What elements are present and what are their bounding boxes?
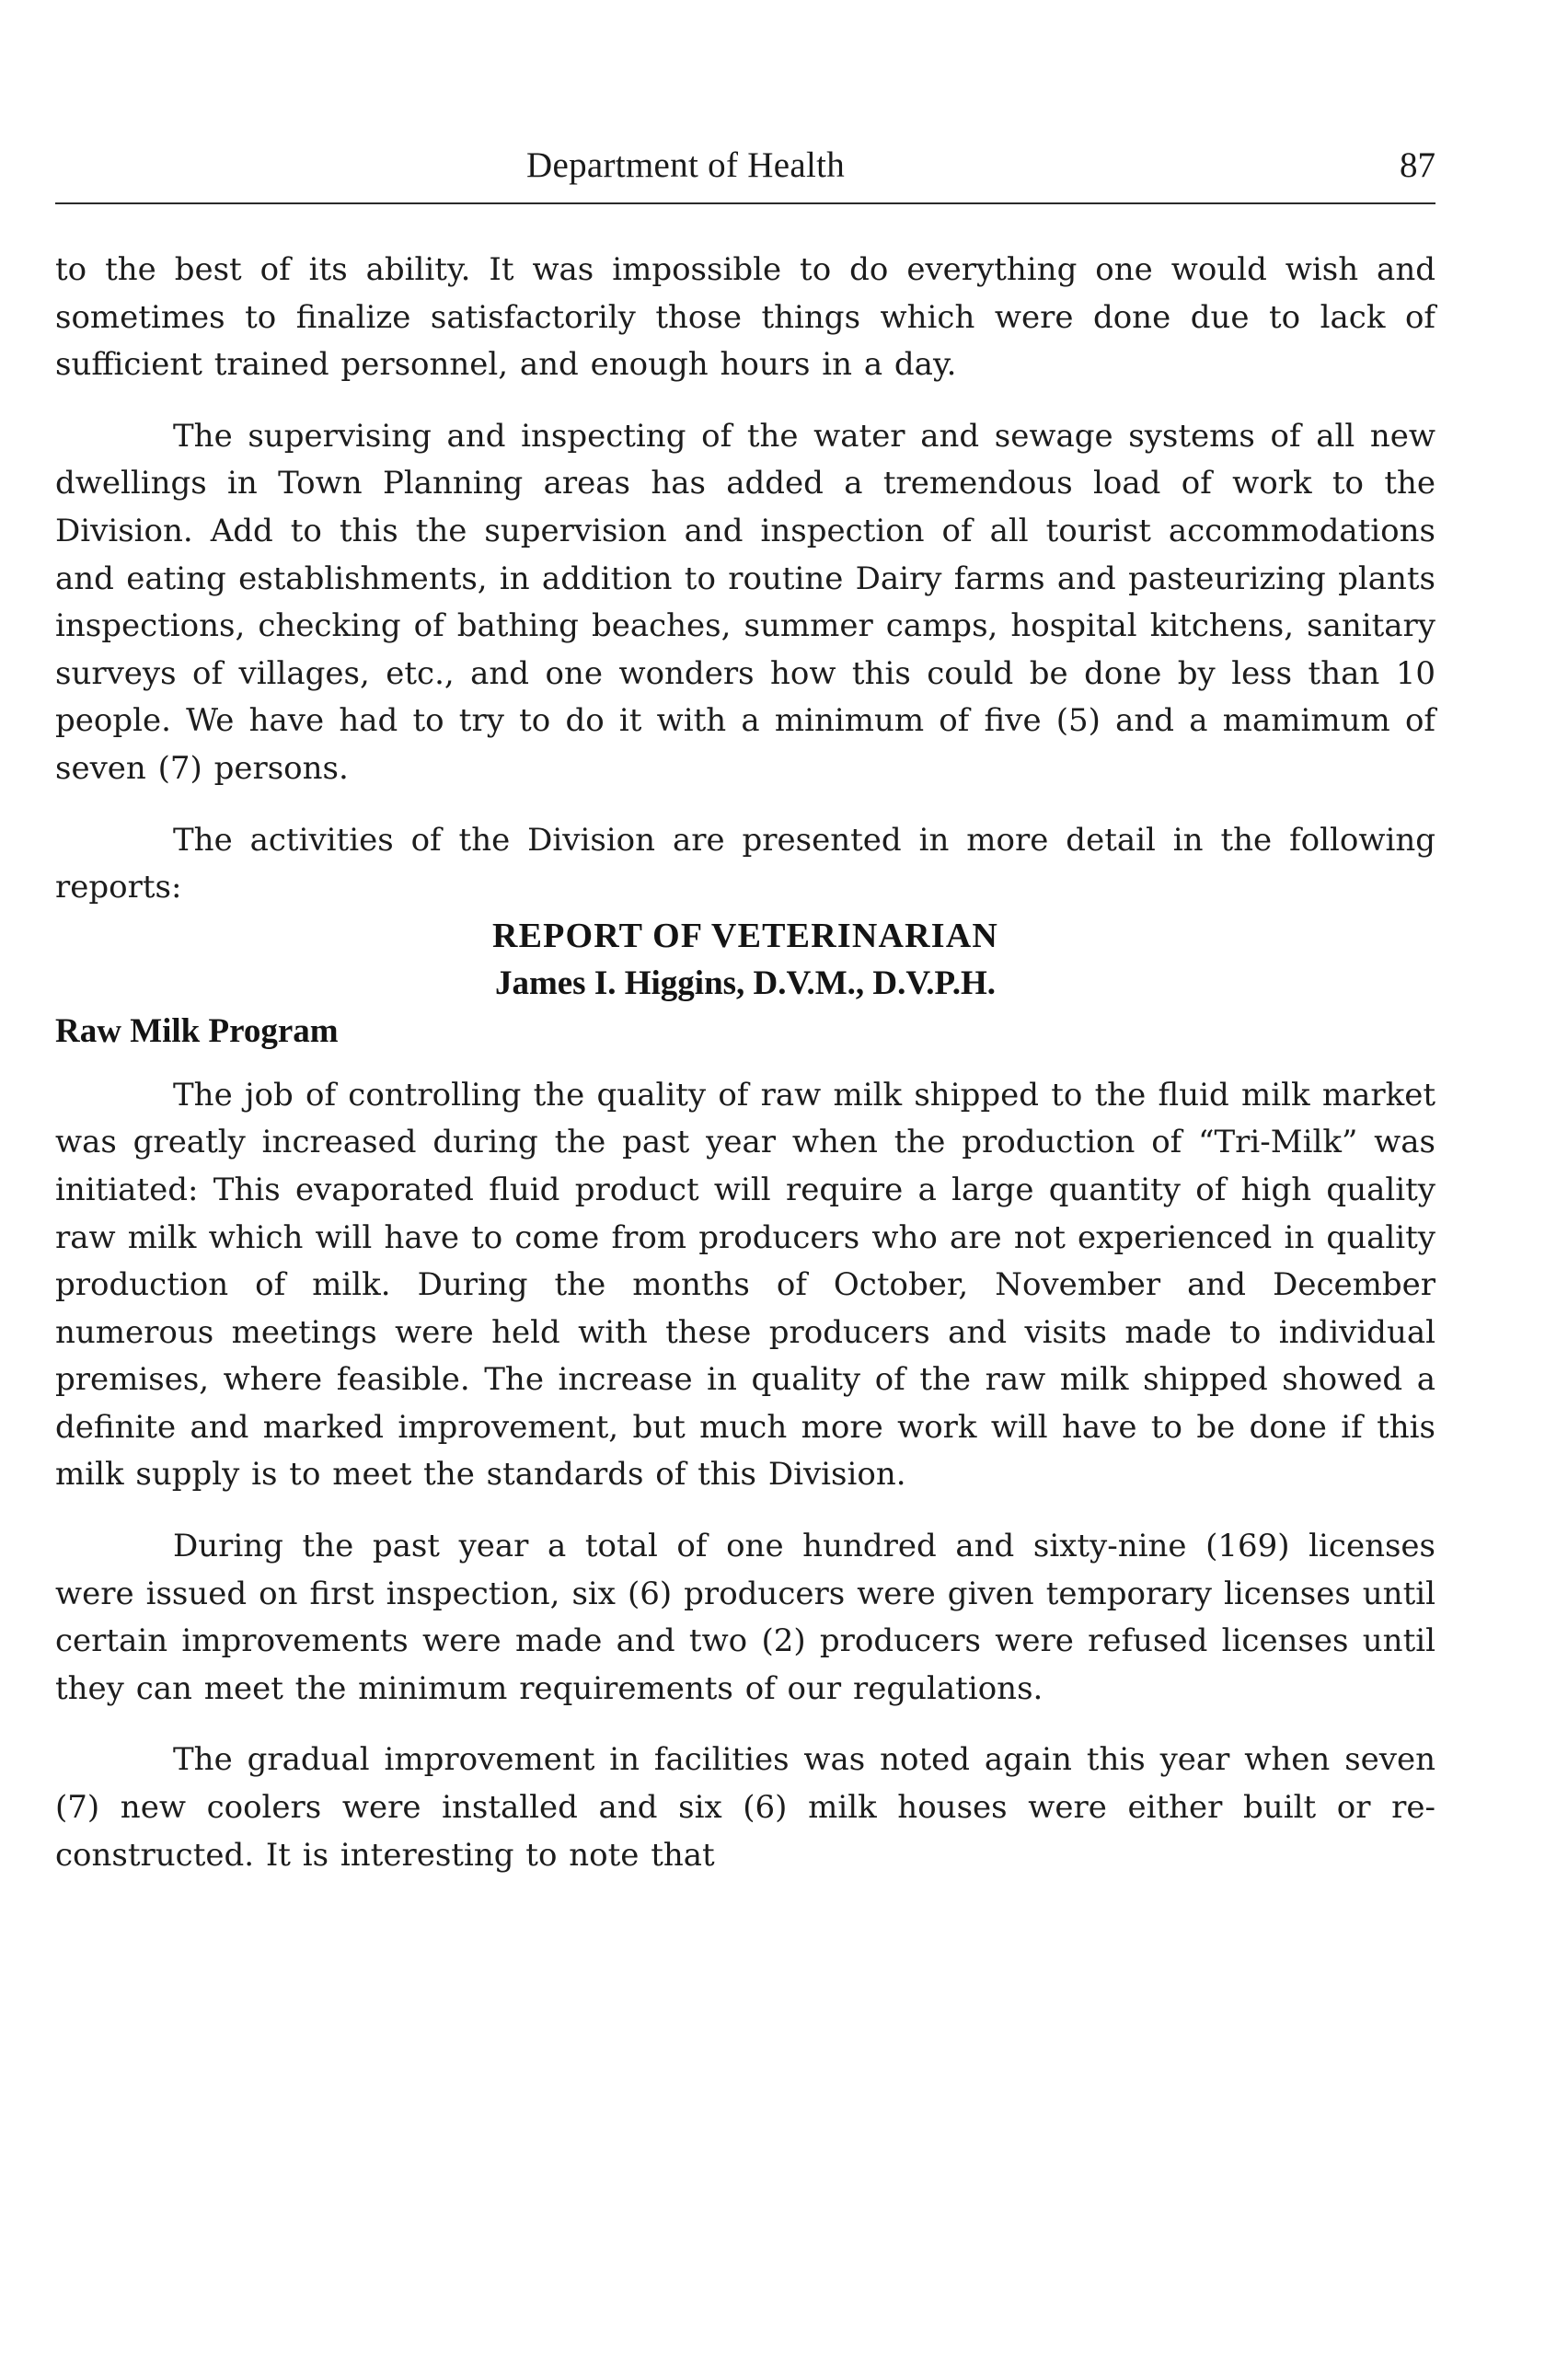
running-header-title: Department of Health: [526, 145, 846, 185]
report-title: REPORT OF VETERINARIAN: [491, 916, 999, 955]
page-number: 87: [1400, 145, 1435, 185]
report-author: James I. Higgins, D.V.M., D.V.P.H.: [494, 964, 997, 1002]
paragraph-facilities: The gradual improvement in facilities was noted again this year when seven (7) new coolers were installed and six (6) milk houses were either built or re-constructed. It is interesting to note that: [55, 1741, 1435, 1874]
paragraph-activities: The activities of the Division are presented in more detail in the following reports:: [55, 821, 1435, 906]
body-text: [55, 247, 1435, 1879]
section-title: Raw Milk Program: [55, 1011, 339, 1050]
paragraph-continued: to the best of its ability. It was impossible to do everything one would wish and sometimes to finalize satisfactorily those things which were done due to lack of sufficient trained personnel, and enough hours in a day.: [55, 251, 1435, 384]
running-header: [55, 138, 1435, 193]
header-rule: [55, 202, 1435, 204]
paragraph-supervision: The supervising and inspecting of the water and sewage systems of all new dwellings in Town Planning areas has added a tremendous load of work to the Division. Add to this the supervision and inspection of all tourist accommodations and eating establishments, in addition to routine Dairy farms and pasteurizing plants inspections, checking of bathing beaches, summer camps, hospital kitchens, sanitary surveys of villages, etc., and one wonders how this could be done by less than 10 people. We have had to try to do it with a minimum of five (5) and a mamimum of seven (7) persons.: [55, 417, 1435, 787]
paragraph-raw-milk-quality: The job of controlling the quality of raw milk shipped to the fluid milk market was greatly increased during the past year when the production of “Tri-Milk” was initiated: This evaporated fluid product will require a large quantity of high quality raw milk which will have to come from producers who are not experienced in quality production of milk. During the months of October, November and December numerous meetings were held with these producers and visits made to individual premises, where feasible. The increase in quality of the raw milk shipped showed a definite and marked improvement, but much more work will have to be done if this milk supply is to meet the standards of this Division.: [55, 1076, 1435, 1494]
paragraph-licenses: During the past year a total of one hundred and sixty-nine (169) licenses were issued on first inspection, six (6) producers were given temporary licenses until certain improvements were made and two (2) producers were refused licenses until they can meet the minimum requirements of our regulations.: [55, 1528, 1435, 1707]
